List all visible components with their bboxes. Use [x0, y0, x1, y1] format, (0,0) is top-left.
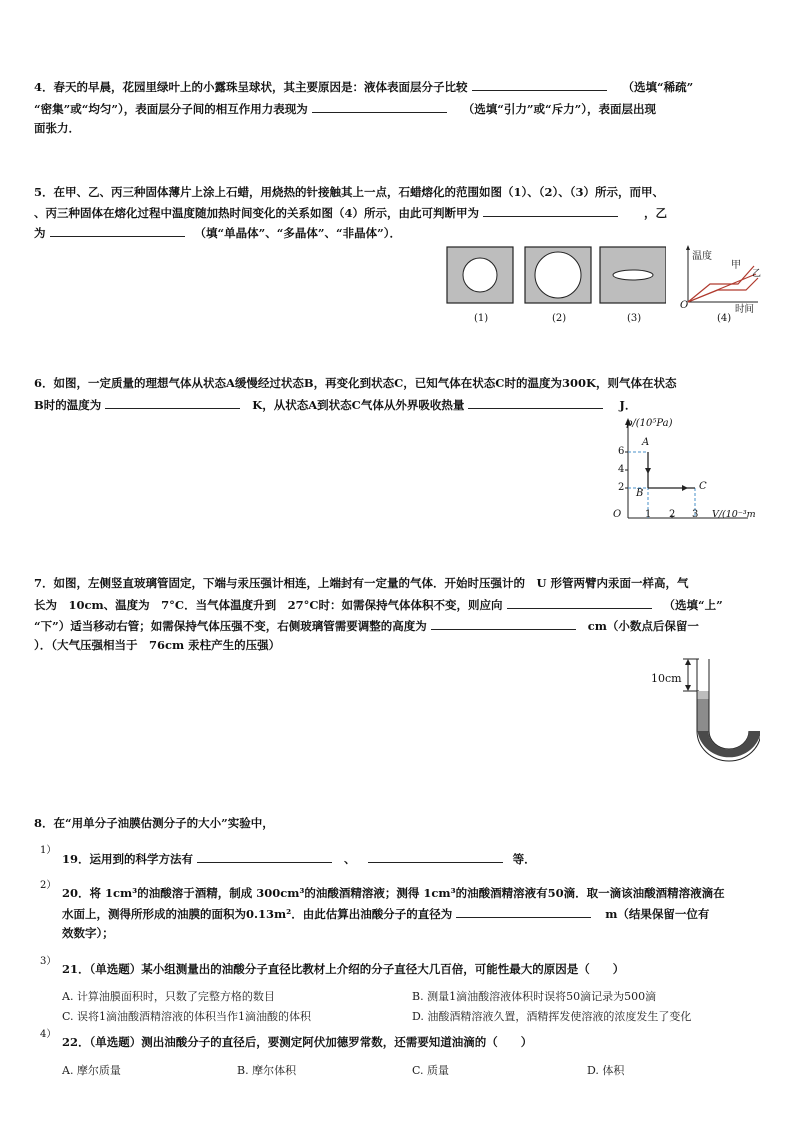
sub3-index: 3） [40, 956, 57, 967]
q21-option-b[interactable]: B. 测量1滴油酸溶液体积时误将50滴记录为500滴 [412, 990, 657, 1003]
mercury-left-column [698, 699, 709, 731]
q17-line1: 7．如图，左侧竖直玻璃管固定，下端与汞压强计相连，上端封有一定量的气体．开始时压强计的 U 形管两臂内汞面一样高，气 [34, 576, 689, 590]
pv-point-B: B [636, 488, 644, 499]
q22-option-a[interactable]: A. 摩尔质量 [62, 1064, 121, 1077]
q16-line1: 6．如图，一定质量的理想气体从状态A缓慢经过状态B，再变化到状态C，已知气体在状态C时的温度为300K，则气体在状态 [34, 376, 677, 390]
dim-arrow-down [685, 685, 691, 691]
mercury-top-grey [698, 691, 709, 699]
pv-ytick-4: 4 [618, 464, 625, 475]
q14-blank-1[interactable] [472, 79, 607, 91]
q15-blank-2[interactable] [50, 225, 185, 237]
q21-question: 21．（单选题）某小组测量出的油酸分子直径比教材上介绍的分子直径大几百倍，可能性最大的原因是（ ） [62, 962, 625, 976]
dim-arrow-up [685, 659, 691, 665]
pv-xtick-2: 2 [669, 509, 676, 520]
q17-u-tube-figure [675, 655, 760, 765]
q15-blank-1[interactable] [483, 205, 618, 217]
graph-xlabel: 时间 [735, 304, 755, 315]
q14-line1: 4．春天的早晨，花园里绿叶上的小露珠呈球状，其主要原因是：液体表面层分子比较 （选填“稀疏” [34, 80, 694, 94]
q21-option-c[interactable]: C. 误将1滴油酸酒精溶液的体积当作1滴油酸的体积 [62, 1010, 312, 1023]
pv-ytick-6: 6 [618, 446, 625, 457]
q15-line3: 为 （填“单晶体”、“多晶体”、“非晶体”）． [34, 226, 401, 240]
pv-xtick-3: 3 [692, 509, 699, 520]
q20-blank[interactable] [456, 906, 591, 918]
q22-question: 22．（单选题）测出油酸分子的直径后，要测定阿伏加德罗常数，还需要知道油滴的（ ） [62, 1035, 533, 1049]
wax-melt-ellipse [613, 270, 653, 280]
q14-blank-2[interactable] [312, 101, 447, 113]
q19-blank-1[interactable] [197, 851, 332, 863]
q20-line3: 效数字）； [62, 926, 114, 940]
fig1-label: (1) [474, 313, 489, 324]
sub1-index: 1） [40, 845, 57, 856]
fig3-label: (3) [627, 313, 642, 324]
pv-ytick-2: 2 [618, 482, 625, 493]
pv-xtick-1: 1 [645, 509, 652, 520]
q22-option-d[interactable]: D. 体积 [587, 1064, 625, 1077]
q22-option-c[interactable]: C. 质量 [412, 1064, 450, 1077]
q19-blank-2[interactable] [368, 851, 503, 863]
tube-inner [709, 659, 749, 749]
pv-point-A: A [642, 437, 650, 448]
q22-option-b[interactable]: B. 摩尔体积 [237, 1064, 297, 1077]
q18-intro: 8．在“用单分子油膜估测分子的大小”实验中， [34, 816, 274, 830]
wax-melt-circle-small [463, 258, 497, 292]
q17-blank-1[interactable] [507, 597, 652, 609]
q16-line2: B时的温度为 K，从状态A到状态C气体从外界吸收热量 J． [34, 398, 637, 412]
curve-bing [688, 274, 756, 302]
q15-line1: 5．在甲、乙、丙三种固体薄片上涂上石蜡，用烧热的针接触其上一点，石蜡熔化的范围如图（1）、（2）、（3）所示，而甲、 [34, 185, 665, 199]
q20-line2: 水面上，测得所形成的油膜的面积为0.13m²．由此估算出油酸分子的直径为 m（结果保留一位有 [62, 907, 710, 921]
q17-line3: “下”）适当移动右管；如需保持气体压强不变，右侧玻璃管需要调整的高度为 cm（小数点后保留一 [34, 619, 699, 633]
sub4-index: 4） [40, 1029, 57, 1040]
curve-jia [688, 266, 754, 302]
q21-option-d[interactable]: D. 油酸酒精溶液久置，酒精挥发使溶液的浓度发生了变化 [412, 1010, 692, 1023]
q14-line2: “密集”或“均匀”），表面层分子间的相互作用力表现为 （选填“引力”或“斥力”），表面层出现 [34, 102, 656, 116]
pv-origin: O [613, 509, 622, 520]
graph-origin: O [680, 300, 689, 311]
q17-line4: ）．（大气压强相当于 76cm 汞柱产生的压强） [34, 638, 281, 652]
pv-point-C: C [699, 481, 707, 492]
arrow-BC [682, 485, 688, 491]
graph-ylabel: 温度 [692, 251, 712, 262]
q20-line1: 20．将 1cm³的油酸溶于酒精，制成 300cm³的油酸酒精溶液；测得 1cm³的油酸酒精溶液有50滴．取一滴该油酸酒精溶液滴在 [62, 886, 725, 900]
q21-option-a[interactable]: A. 计算油膜面积时，只数了完整方格的数目 [62, 990, 275, 1003]
sub2-index: 2） [40, 880, 57, 891]
q16-blank-2[interactable] [468, 397, 603, 409]
pv-xlabel: V/(10⁻³m [712, 509, 756, 520]
q16-blank-1[interactable] [105, 397, 240, 409]
graph-curve-yi: 乙 [752, 269, 762, 279]
q15-line2: 、丙三种固体在熔化过程中温度随加热时间变化的关系如图（4）所示，由此可判断甲为 ，乙 [34, 206, 668, 220]
fig4-label: (4) [717, 313, 732, 324]
pv-ylabel: p/(10⁵Pa) [626, 418, 673, 429]
q17-fig-label: 10cm [651, 672, 682, 685]
q14-line3: 面张力． [34, 121, 80, 135]
temp-axis-arrow [686, 245, 690, 250]
q19-line: 19．运用到的科学方法有 、 等． [62, 852, 536, 866]
curve-yi [688, 278, 758, 302]
q17-line2: 长为 10cm、温度为 7°C．当气体温度升到 27°C时：如需保持气体体积不变，则应向 （选填“上” [34, 598, 723, 612]
q17-blank-2[interactable] [431, 618, 576, 630]
wax-melt-circle-large [535, 252, 581, 298]
arrow-AB [645, 468, 651, 474]
q15-wax-figures [446, 246, 666, 306]
graph-curve-jia: 甲 [731, 260, 741, 271]
fig2-label: (2) [552, 313, 567, 324]
